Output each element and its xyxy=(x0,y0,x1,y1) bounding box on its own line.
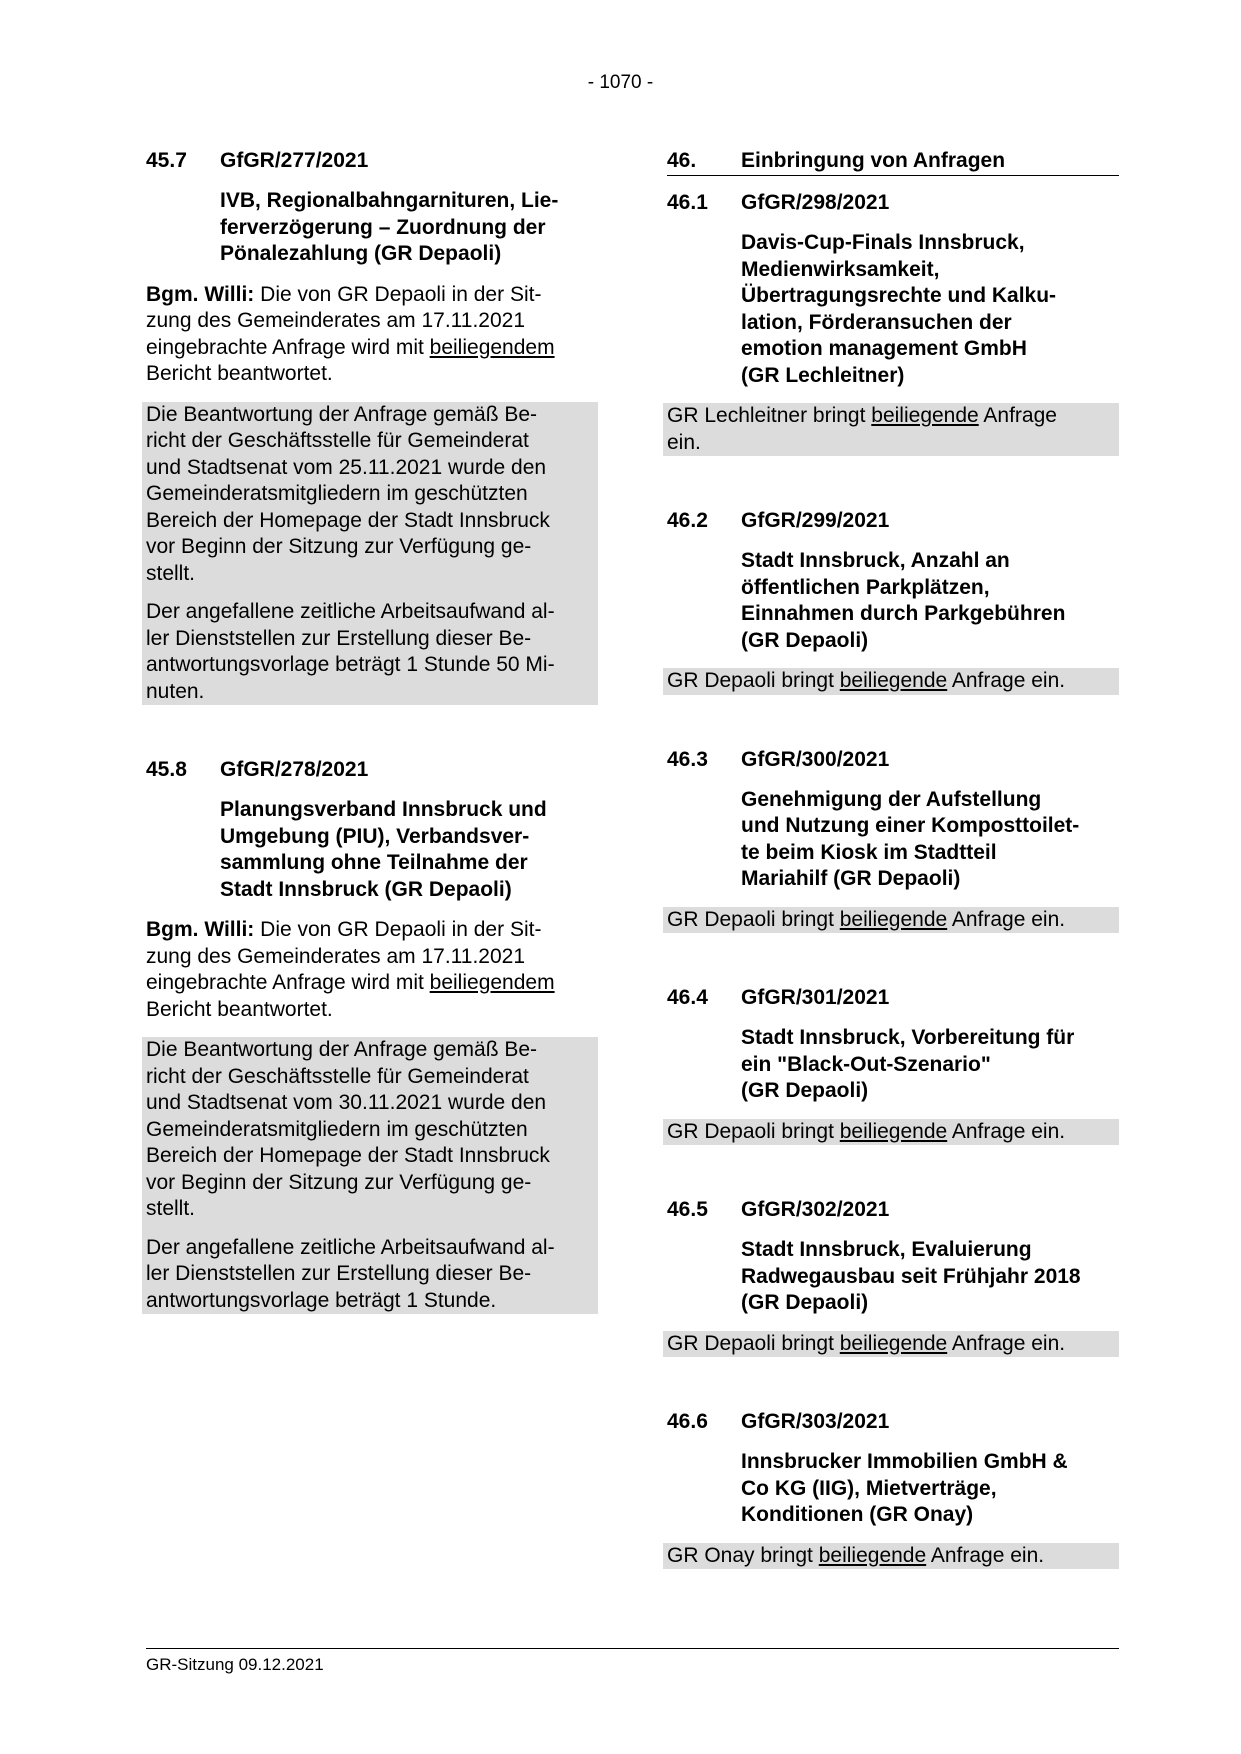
speaker: Bgm. Willi: xyxy=(146,918,255,941)
attachment-link[interactable]: beiliegende xyxy=(839,669,948,692)
item-title: Genehmigung der Aufstellung und Nutzung einer Komposttoilet- te beim Kiosk im Stadtteil Mariahilf (GR Depaoli) xyxy=(741,787,1080,890)
section-title: Einbringung von Anfragen xyxy=(741,149,1006,172)
item-title: Davis-Cup-Finals Innsbruck, Medienwirksamkeit, Übertragungsrechte und Kalku- lation, Förderansuchen der emotion management GmbH (GR Lechleitner) xyxy=(741,231,1057,387)
item-title xyxy=(220,188,598,268)
attachment-link[interactable]: beiliegende xyxy=(871,404,979,427)
item-title xyxy=(220,797,598,903)
item-heading xyxy=(667,190,1119,216)
agenda-item-46-3 xyxy=(667,747,1119,934)
item-title: Innsbrucker Immobilien GmbH & Co KG (IIG), Mietverträge, Konditionen (GR Onay) xyxy=(741,1450,1068,1526)
item-heading xyxy=(146,148,598,174)
page-number: - 1070 - xyxy=(587,72,654,93)
item-number: 45.7 xyxy=(146,149,187,172)
submission-note: GR Depaoli bringt beiliegende Anfrage ein. xyxy=(663,1119,1119,1146)
title-line: ferverzögerung – Zuordnung der xyxy=(220,215,546,239)
item-heading xyxy=(667,985,1119,1011)
item-reference: GfGR/277/2021 xyxy=(220,149,369,172)
response-note xyxy=(146,402,598,706)
submission-note: GR Depaoli bringt beiliegende Anfrage ein. xyxy=(663,1331,1119,1358)
item-heading xyxy=(667,747,1119,773)
item-title: Stadt Innsbruck, Anzahl an öffentlichen Parkplätzen, Einnahmen durch Parkgebühren (GR Depaoli) xyxy=(741,549,1066,652)
item-number: 46.5 xyxy=(667,1198,708,1221)
section-heading xyxy=(667,148,1119,176)
title-line: sammlung ohne Teilnahme der xyxy=(220,851,528,874)
item-number: 46.6 xyxy=(667,1410,708,1433)
title-line: Umgebung (PIU), Verbandsver- xyxy=(220,824,530,848)
item-heading xyxy=(667,1197,1119,1223)
statement-line: Die von GR Depaoli in der Sit- xyxy=(260,918,542,941)
statement-line: Die von GR Depaoli in der Sit- xyxy=(260,282,542,306)
item-reference: GfGR/303/2021 xyxy=(741,1410,890,1433)
response-paragraph: Die Beantwortung der Anfrage gemäß Be- richt der Geschäftsstelle für Gemeinderat und Stadtsenat vom 25.11.2021 wurde den Gemeinderatsmitgliedern im geschützten Bereich der Homepage der Stadt Innsbruck vor Beginn der Sitzung zur Verfügung ge- stellt. xyxy=(142,402,598,588)
title-line: IVB, Regionalbahngarnituren, Lie- xyxy=(220,189,559,212)
statement-line: eingebrachte Anfrage wird mit xyxy=(146,971,430,994)
title-line: Stadt Innsbruck (GR Depaoli) xyxy=(220,877,512,901)
mayor-statement xyxy=(146,917,598,1023)
item-reference: GfGR/278/2021 xyxy=(220,758,369,781)
item-number: 45.8 xyxy=(146,758,187,781)
effort-paragraph: Der angefallene zeitliche Arbeitsaufwand al- ler Dienststellen zur Erstellung dieser Be- antwortungsvorlage beträgt 1 Stunde 50 Mi- nuten. xyxy=(142,587,598,705)
right-column xyxy=(667,148,1119,1569)
agenda-item-45-7 xyxy=(146,148,598,705)
item-heading xyxy=(146,757,598,783)
left-column xyxy=(146,148,598,1314)
footer-text: GR-Sitzung 09.12.2021 xyxy=(146,1655,324,1674)
agenda-item-46-2 xyxy=(667,508,1119,695)
item-reference: GfGR/299/2021 xyxy=(741,509,890,532)
agenda-item-46-5 xyxy=(667,1197,1119,1357)
item-heading xyxy=(667,508,1119,534)
agenda-item-45-8 xyxy=(146,757,598,1314)
attachment-link[interactable]: beiliegendem xyxy=(429,335,555,359)
response-paragraph: Die Beantwortung der Anfrage gemäß Be- richt der Geschäftsstelle für Gemeinderat und Stadtsenat vom 30.11.2021 wurde den Gemeinderatsmitgliedern im geschützten Bereich der Homepage der Stadt Innsbruck vor Beginn der Sitzung zur Verfügung ge- stellt. xyxy=(142,1037,598,1223)
attachment-link[interactable]: beiliegendem xyxy=(429,971,555,994)
item-heading xyxy=(667,1409,1119,1435)
agenda-item-46-6 xyxy=(667,1409,1119,1569)
attachment-link[interactable]: beiliegende xyxy=(839,1331,948,1355)
item-number: 46.2 xyxy=(667,509,708,532)
submission-note: GR Onay bringt beiliegende Anfrage ein. xyxy=(663,1543,1119,1570)
attachment-link[interactable]: beiliegende xyxy=(839,1119,948,1143)
item-title: Stadt Innsbruck, Vorbereitung für ein "Black-Out-Szenario" (GR Depaoli) xyxy=(741,1026,1075,1102)
title-line: Pönalezahlung (GR Depaoli) xyxy=(220,242,502,265)
statement-line: eingebrachte Anfrage wird mit xyxy=(146,335,430,359)
item-reference: GfGR/298/2021 xyxy=(741,191,890,214)
submission-note: GR Lechleitner bringt beiliegende Anfrage ein. xyxy=(663,403,1119,456)
item-number: 46.4 xyxy=(667,986,708,1009)
item-title: Stadt Innsbruck, Evaluierung Radwegausbau seit Frühjahr 2018 (GR Depaoli) xyxy=(741,1238,1081,1314)
item-number: 46.3 xyxy=(667,747,708,771)
statement-line: Bericht beantwortet. xyxy=(146,997,333,1021)
attachment-link[interactable]: beiliegende xyxy=(839,907,948,931)
footer-divider xyxy=(146,1648,1119,1649)
agenda-item-46-4 xyxy=(667,985,1119,1145)
submission-note: GR Depaoli bringt beiliegende Anfrage ein. xyxy=(663,668,1119,695)
statement-line: zung des Gemeinderates am 17.11.2021 xyxy=(146,944,526,968)
item-reference: GfGR/302/2021 xyxy=(741,1198,890,1221)
mayor-statement xyxy=(146,282,598,388)
item-reference: GfGR/300/2021 xyxy=(741,747,890,771)
attachment-link[interactable]: beiliegende xyxy=(818,1543,927,1567)
effort-paragraph: Der angefallene zeitliche Arbeitsaufwand al- ler Dienststellen zur Erstellung dieser Be- antwortungsvorlage beträgt 1 Stunde. xyxy=(142,1223,598,1315)
submission-note: GR Depaoli bringt beiliegende Anfrage ein. xyxy=(663,907,1119,934)
statement-line: Bericht beantwortet. xyxy=(146,362,333,385)
agenda-item-46-1 xyxy=(667,190,1119,456)
speaker: Bgm. Willi: xyxy=(146,282,255,306)
item-number: 46.1 xyxy=(667,191,708,214)
title-line: Planungsverband Innsbruck und xyxy=(220,798,547,821)
statement-line: zung des Gemeinderates am 17.11.2021 xyxy=(146,309,526,332)
response-note xyxy=(146,1037,598,1314)
item-reference: GfGR/301/2021 xyxy=(741,986,890,1009)
section-number: 46. xyxy=(667,149,697,172)
